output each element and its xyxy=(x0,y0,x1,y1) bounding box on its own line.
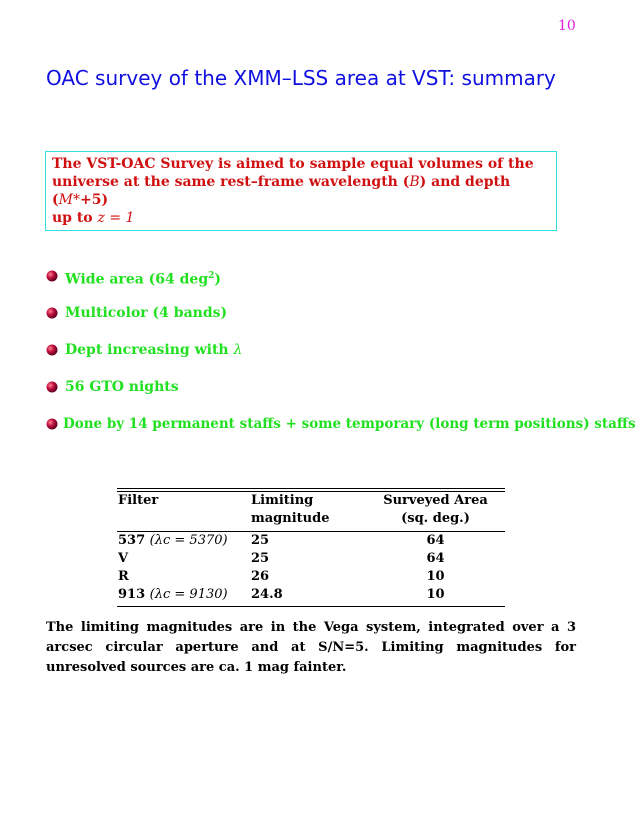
band-symbol: B xyxy=(409,174,420,190)
list-item xyxy=(45,339,636,361)
table-row xyxy=(117,568,505,586)
redshift-symbol: z = 1 xyxy=(97,210,135,226)
cell-filter: R xyxy=(118,569,129,584)
mag-symbol: M* xyxy=(58,192,80,208)
bullet-ball-icon xyxy=(46,381,58,393)
cell-limiting: 25 xyxy=(251,533,270,548)
table-rule xyxy=(117,606,505,607)
header-area-line2: (sq. deg.) xyxy=(401,511,470,526)
table-row xyxy=(117,586,505,604)
lambda-symbol: λ xyxy=(233,342,243,358)
table-rule xyxy=(117,488,505,489)
table-header-row xyxy=(117,492,505,528)
bullet-ball-icon xyxy=(46,344,58,356)
bullet-text: 56 GTO nights xyxy=(65,379,179,395)
list-item xyxy=(45,376,636,398)
abstract-line-2b: ) and depth ( xyxy=(52,174,511,208)
list-item xyxy=(45,413,636,435)
cell-area: 10 xyxy=(426,569,445,584)
cell-filter: V xyxy=(118,551,129,566)
page-number: 10 xyxy=(558,18,576,34)
bullet-ball-icon xyxy=(46,418,58,430)
bullet-sup: 2 xyxy=(208,271,215,281)
slide-title: OAC survey of the XMM–LSS area at VST: summary xyxy=(46,66,556,90)
abstract-line-3a: up to xyxy=(52,210,98,226)
bullet-text: Multicolor (4 bands) xyxy=(65,305,228,321)
abstract-line-1: The VST-OAC Survey is aimed to sample equal volumes of the xyxy=(52,156,534,172)
cell-area: 64 xyxy=(426,533,445,548)
cell-limiting: 25 xyxy=(251,551,270,566)
header-area-line1: Surveyed Area xyxy=(383,493,488,508)
cell-filter: 537 (λc = 5370) xyxy=(118,533,228,548)
bullet-suffix: ) xyxy=(214,271,222,288)
header-limiting-line1: Limiting xyxy=(251,493,314,508)
header-limiting-line2: magnitude xyxy=(251,511,330,526)
header-area xyxy=(366,492,505,528)
cell-limiting: 24.8 xyxy=(251,587,283,602)
table-row xyxy=(117,532,505,550)
abstract-line-2a: universe at the same rest–frame wavelength ( xyxy=(52,174,410,190)
cell-area: 64 xyxy=(426,551,445,566)
cell-limiting: 26 xyxy=(251,569,270,584)
header-filter: Filter xyxy=(118,493,159,508)
bullet-text: Wide area (64 deg xyxy=(65,271,209,288)
header-limiting xyxy=(251,492,366,528)
bullet-list xyxy=(45,265,636,450)
bullet-text: Done by 14 permanent staffs + some temporary (long term positions) staffs xyxy=(63,416,636,432)
survey-table xyxy=(117,488,505,607)
cell-lambda: (λc = 9130) xyxy=(149,587,228,602)
abstract-line-2c: +5) xyxy=(79,192,109,208)
cell-lambda: (λc = 5370) xyxy=(149,533,228,548)
cell-filter: 913 (λc = 9130) xyxy=(118,587,228,602)
footnote: The limiting magnitudes are in the Vega system, integrated over a 3 arcsec circular aperture and at S/N=5. Limiting magnitudes for unresolved sources are ca. 1 mag fainter. xyxy=(46,620,576,675)
abstract-box xyxy=(45,151,557,231)
abstract-line-3 xyxy=(52,209,550,227)
table-row xyxy=(117,550,505,568)
cell-area: 10 xyxy=(426,587,445,602)
bullet-ball-icon xyxy=(46,270,58,282)
list-item xyxy=(45,302,636,324)
list-item xyxy=(45,265,636,287)
abstract-line-2 xyxy=(52,173,550,209)
bullet-ball-icon xyxy=(46,307,58,319)
bullet-text: Dept increasing with xyxy=(65,342,234,358)
